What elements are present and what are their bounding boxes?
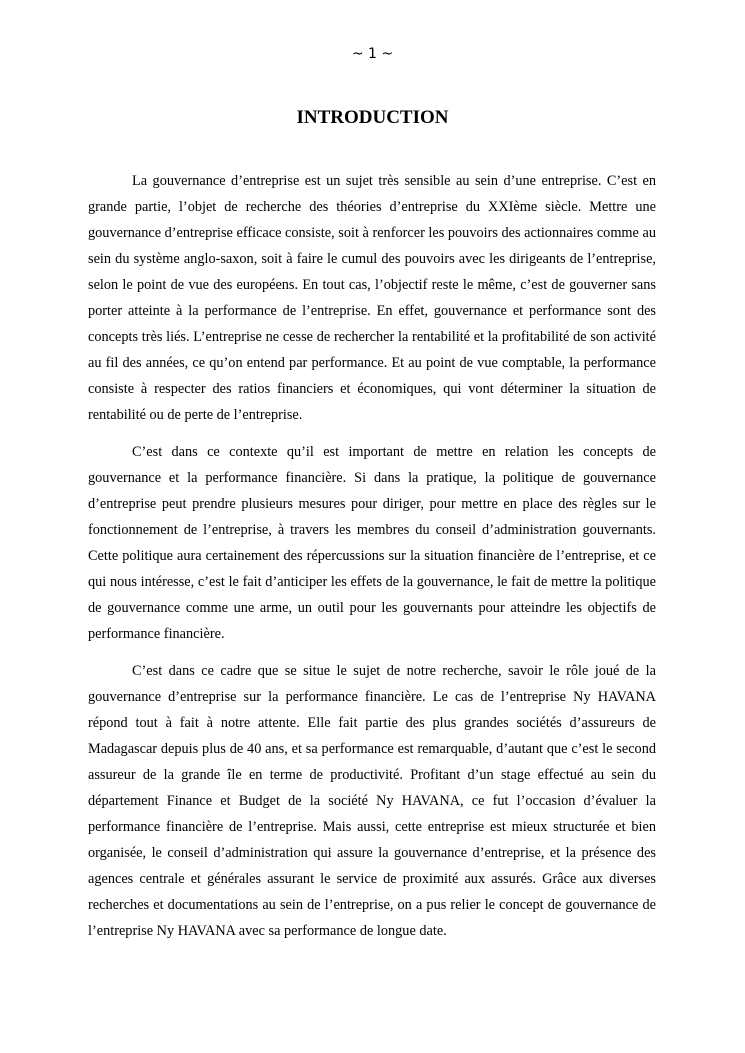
document-body — [88, 168, 656, 955]
page-title: INTRODUCTION — [296, 107, 449, 128]
page-number: ~ 1 ~ — [351, 46, 394, 62]
paragraph-2: C’est dans ce contexte qu’il est important de mettre en relation les concepts de gouvernance et la performance financière. Si dans la pratique, la politique de gouvernance d’entreprise peut prendre plusieurs mesures pour diriger, pour mettre en place des règles sur le fonctionnement de l’entreprise, à travers les membres du conseil d’administration gouvernants. Cette politique aura certainement des répercussions sur la situation financière de l’entreprise, et ce qui nous intéresse, c’est le fait d’anticiper les effets de la gouvernance, le fait de mettre la politique de gouvernance comme une arme, un outil pour les gouvernants pour atteindre les objectifs de performance financière. — [88, 444, 656, 642]
paragraph-1: La gouvernance d’entreprise est un sujet très sensible au sein d’une entreprise. C’est en grande partie, l’objet de recherche des théories d’entreprise du XXIème siècle. Mettre une gouvernance d’entreprise efficace consiste, soit à renforcer les pouvoirs des actionnaires comme au sein du système anglo-saxon, soit à faire le cumul des pouvoirs avec les dirigeants de l’entreprise, selon le point de vue des européens. En tout cas, l’objectif reste le même, c’est de gouverner sans porter atteinte à la performance de l’entreprise. En effet, gouvernance et performance sont des concepts très liés. L’entreprise ne cesse de rechercher la rentabilité et la profitabilité de son activité au fil des années, ce qu’on entend par performance. Et au point de vue comptable, la performance consiste à respecter des ratios financiers et économiques, qui vont déterminer la situation de rentabilité ou de perte de l’entreprise. — [88, 173, 656, 423]
paragraph-3: C’est dans ce cadre que se situe le sujet de notre recherche, savoir le rôle joué de la gouvernance d’entreprise sur la performance financière. Le cas de l’entreprise Ny HAVANA répond tout à fait à notre attente. Elle fait partie des plus grandes sociétés d’assureurs de Madagascar depuis plus de 40 ans, et sa performance est remarquable, d’autant que c’est le second assureur de la grande île en terme de productivité. Profitant d’un stage effectué au sein du département Finance et Budget de la société Ny HAVANA, ce fut l’occasion d’évaluer la performance financière de l’entreprise. Mais aussi, cette entreprise est mieux structurée et bien organisée, le conseil d’administration qui assure la gouvernance d’entreprise, et la présence des agences centrale et générales assurant le service de proximité aux assurés. Grâce aux diverses recherches et documentations au sein de l’entreprise, on a pus relier le concept de gouvernance de l’entreprise Ny HAVANA avec sa performance de longue date. — [88, 663, 656, 939]
